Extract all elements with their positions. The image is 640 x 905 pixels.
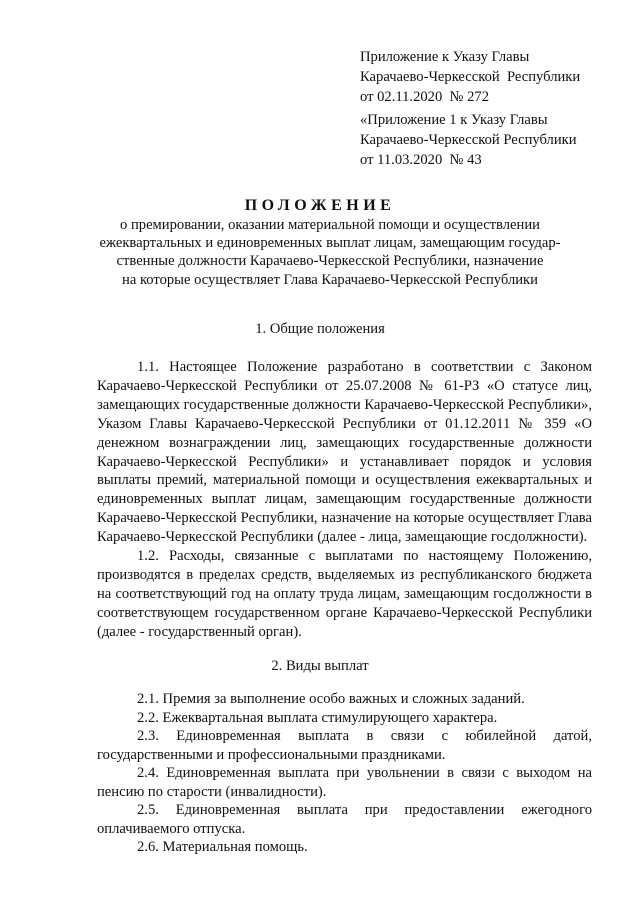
section-heading-general: 1. Общие положения [255, 321, 385, 337]
section-payment-types-body [97, 690, 592, 857]
subtitle-line: ежеквартальных и единовременных выплат лицам, замещающим государ- [99, 235, 561, 252]
subtitle-line: на которые осуществляет Глава Карачаево-Черкесской Республики [122, 271, 538, 288]
previous-appendix-header [360, 110, 630, 170]
appendix-line: Приложение к Указу Главы [360, 49, 530, 65]
appendix-header [360, 47, 630, 107]
appendix-line: от 02.11.2020 № 272 [360, 89, 490, 105]
list-item: 2.2. Ежеквартальная выплата стимулирующего характера. [137, 709, 498, 726]
appendix-line: от 11.03.2020 № 43 [360, 152, 482, 168]
paragraph-1-1: 1.1. Настоящее Положение разработано в соответствии с Законом Карачаево-Черкесской Республики от 25.07.2008 № 61-РЗ «О статусе лиц, замещающих государственные должности Карачаево-Черкесской Республики», Указом Главы Карачаево-Черкесской Республики от 01.12.2011 № 359 «О денежном вознаграждении лиц, замещающих государственные должности Карачаево-Черкесской Республики» и устанавливает порядок и условия выплаты премий, материальной помощи и осуществления ежеквартальных и единовременных выплат лицам, замещающим государственные должности Карачаево-Черкесской Республики, назначение на которые осуществляет Глава Карачаево-Черкесской Республики (далее - лица, замещающие госдолжности). [97, 359, 592, 546]
appendix-line: «Приложение 1 к Указу Главы [360, 112, 548, 128]
paragraph-1-2: 1.2. Расходы, связанные с выплатами по настоящему Положению, производятся в пределах средств, выделяемых из республиканского бюджета на соответствующий год на оплату труда лицам, замещающим госдолжности в соответствующем государственном органе Карачаево-Черкесской Республики (далее - государственный орган). [97, 548, 592, 640]
list-item: 2.4. Единовременная выплата при увольнении в связи с выходом на пенсию по старости (инвалидности). [97, 765, 592, 800]
section-heading-payment-types: 2. Виды выплат [271, 658, 369, 674]
section-general-body [97, 358, 592, 642]
list-item: 2.1. Премия за выполнение особо важных и сложных заданий. [137, 691, 525, 707]
list-item: 2.3. Единовременная выплата в связи с юбилейной датой, государственными и профессиональными праздниками. [97, 728, 592, 763]
list-item: 2.6. Материальная помощь. [137, 839, 308, 855]
subtitle-line: о премировании, оказании материальной помощи и осуществлении [120, 217, 540, 233]
appendix-line: Карачаево-Черкесской Республики [360, 69, 581, 85]
appendix-line: Карачаево-Черкесской Республики [360, 132, 577, 148]
document-subtitle [80, 216, 580, 289]
list-item: 2.5. Единовременная выплата при предоставлении ежегодного оплачиваемого отпуска. [97, 802, 592, 837]
subtitle-line: ственные должности Карачаево-Черкесской Республики, назначение [116, 253, 544, 270]
document-title: ПОЛОЖЕНИЕ [244, 197, 396, 214]
